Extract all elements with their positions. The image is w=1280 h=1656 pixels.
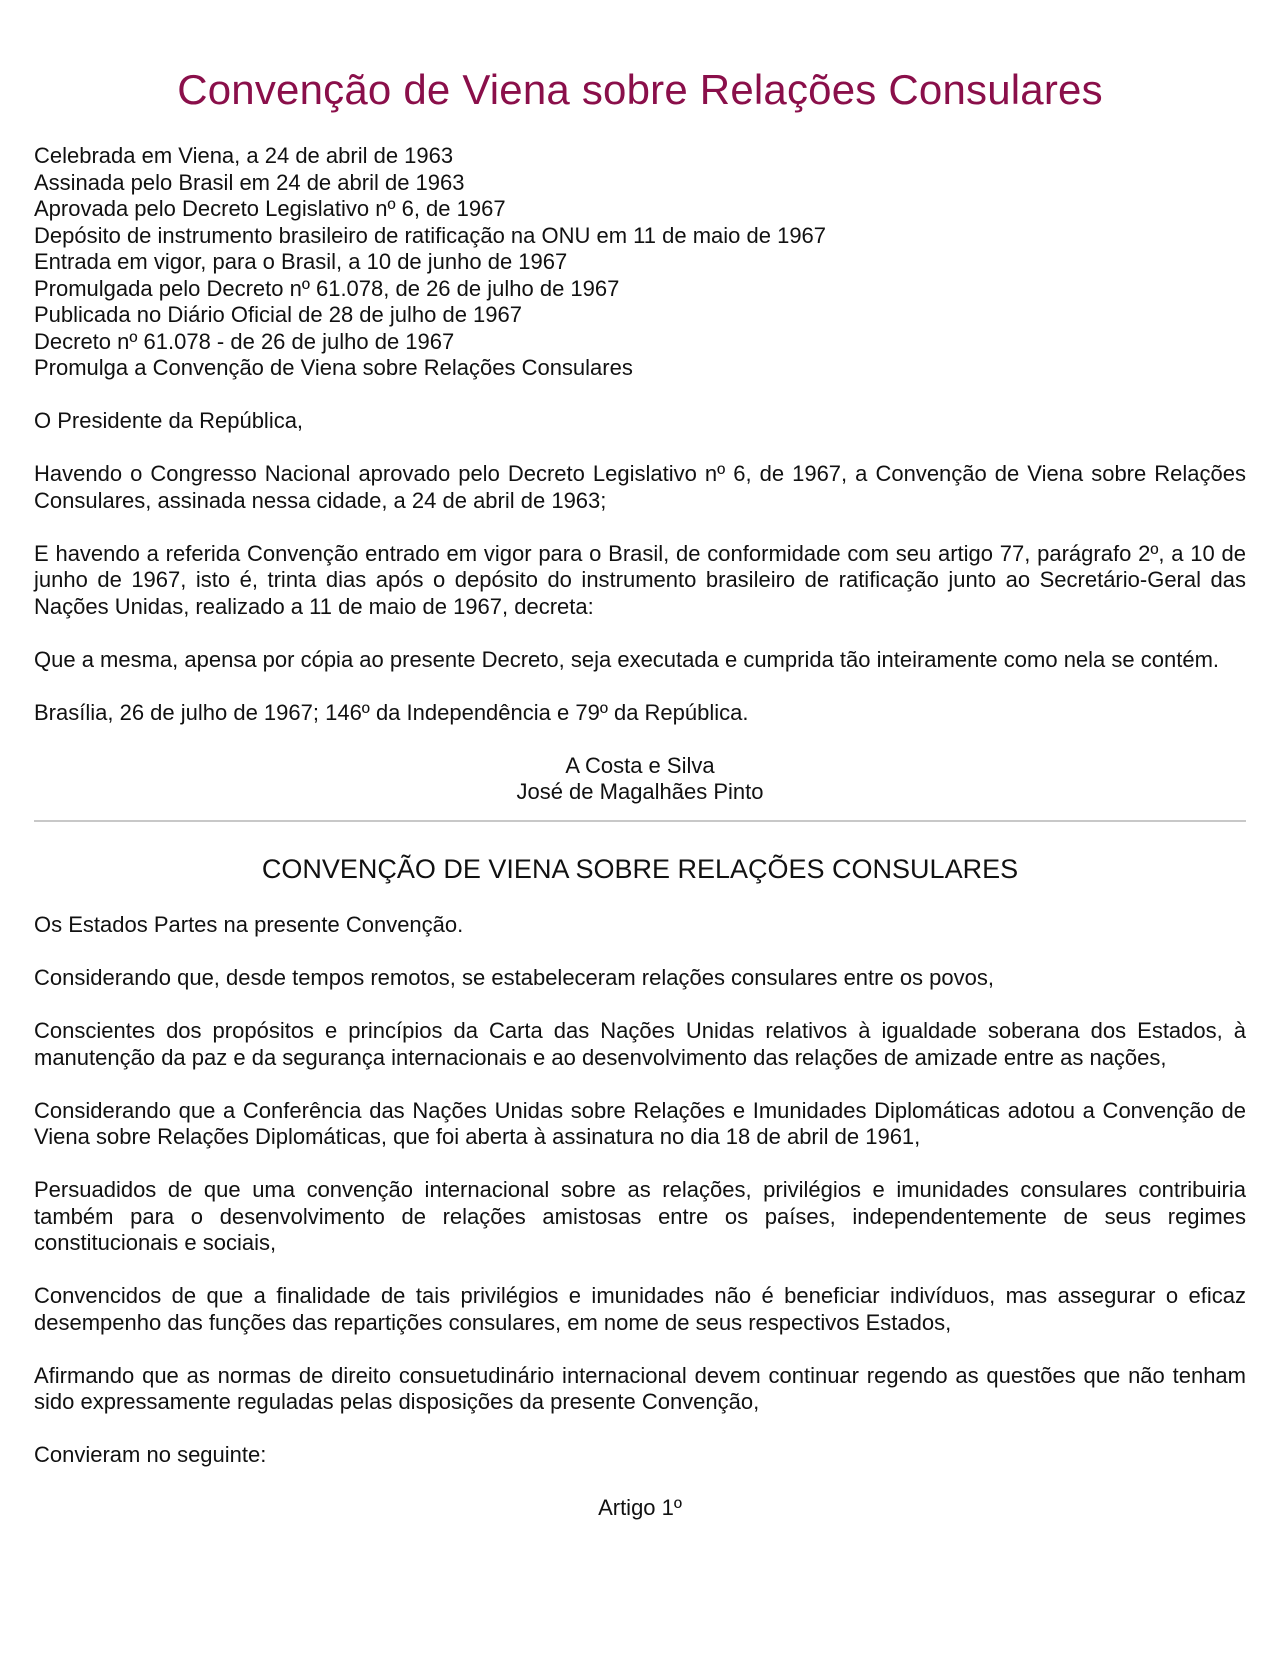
- metadata-line: Decreto nº 61.078 - de 26 de julho de 1967: [34, 328, 455, 354]
- decree-date-line: Brasília, 26 de julho de 1967; 146º da Independência e 79º da República.: [34, 699, 749, 725]
- signatory-name: José de Magalhães Pinto: [516, 779, 764, 804]
- signatory-name: A Costa e Silva: [565, 752, 715, 778]
- metadata-line: Entrada em vigor, para o Brasil, a 10 de junho de 1967: [34, 249, 568, 274]
- convention-title: CONVENÇÃO DE VIENA SOBRE RELAÇÕES CONSULARES: [261, 853, 1019, 884]
- section-divider: [34, 820, 1246, 822]
- metadata-line: Promulga a Convenção de Viena sobre Relações Consulares: [34, 355, 633, 380]
- metadata-line: Depósito de instrumento brasileiro de ratificação na ONU em 11 de maio de 1967: [34, 222, 827, 248]
- decree-paragraph: E havendo a referida Convenção entrado em vigor para o Brasil, de conformidade com seu artigo 77, parágrafo 2º, a 10 de junho de 1967, isto é, trinta dias após o depósito do instrumento brasileiro de ratificação junto ao Secretário-Geral das Nações Unidas, realizado a 11 de maio de 1967, decreta:: [34, 540, 1246, 619]
- preamble-paragraph: Os Estados Partes na presente Convenção.: [34, 912, 464, 937]
- preamble-paragraph: Afirmando que as normas de direito consuetudinário internacional devem continuar regendo as questões que não tenham sido expressamente reguladas pelas disposições da presente Convenção,: [34, 1362, 1246, 1414]
- decree-paragraph: Havendo o Congresso Nacional aprovado pelo Decreto Legislativo nº 6, de 1967, a Convenção de Viena sobre Relações Consulares, assinada nessa cidade, a 24 de abril de 1963;: [34, 461, 1246, 513]
- metadata-line: Aprovada pelo Decreto Legislativo nº 6, de 1967: [34, 196, 506, 221]
- preamble-closing: Convieram no seguinte:: [34, 1442, 267, 1467]
- signatures: [34, 753, 1246, 806]
- preamble-paragraph: Considerando que, desde tempos remotos, se estabeleceram relações consulares entre os povos,: [34, 965, 994, 990]
- metadata-line: Publicada no Diário Oficial de 28 de julho de 1967: [34, 302, 522, 327]
- decree-salutation: O Presidente da República,: [34, 408, 304, 433]
- metadata-line: Promulgada pelo Decreto nº 61.078, de 26 de julho de 1967: [34, 275, 620, 301]
- decree-paragraph: Que a mesma, apensa por cópia ao presente Decreto, seja executada e cumprida tão inteiramente como nela se contém.: [34, 646, 1220, 672]
- preamble-paragraph: Persuadidos de que uma convenção internacional sobre as relações, privilégios e imunidades consulares contribuiria também para o desenvolvimento de relações amistosas entre os países, independentemente de seus regimes constitucionais e sociais,: [34, 1177, 1246, 1255]
- article-heading: Artigo 1º: [598, 1495, 682, 1520]
- document-title: Convenção de Viena sobre Relações Consulares: [177, 66, 1103, 113]
- document-metadata: [34, 143, 1246, 382]
- metadata-line: Assinada pelo Brasil em 24 de abril de 1963: [34, 169, 465, 195]
- preamble-paragraph: Considerando que a Conferência das Nações Unidas sobre Relações e Imunidades Diplomáticas adotou a Convenção de Viena sobre Relações Diplomáticas, que foi aberta à assinatura no dia 18 de abril de 1961,: [34, 1097, 1246, 1149]
- preamble-paragraph: Convencidos de que a finalidade de tais privilégios e imunidades não é beneficiar indivíduos, mas assegurar o eficaz desempenho das funções das repartições consulares, em nome de seus respectivos Estados,: [34, 1283, 1246, 1335]
- preamble-paragraph: Conscientes dos propósitos e princípios da Carta das Nações Unidas relativos à igualdade soberana dos Estados, à manutenção da paz e da segurança internacionais e ao desenvolvimento das relações de amizade entre as nações,: [34, 1018, 1246, 1070]
- metadata-line: Celebrada em Viena, a 24 de abril de 1963: [34, 143, 454, 168]
